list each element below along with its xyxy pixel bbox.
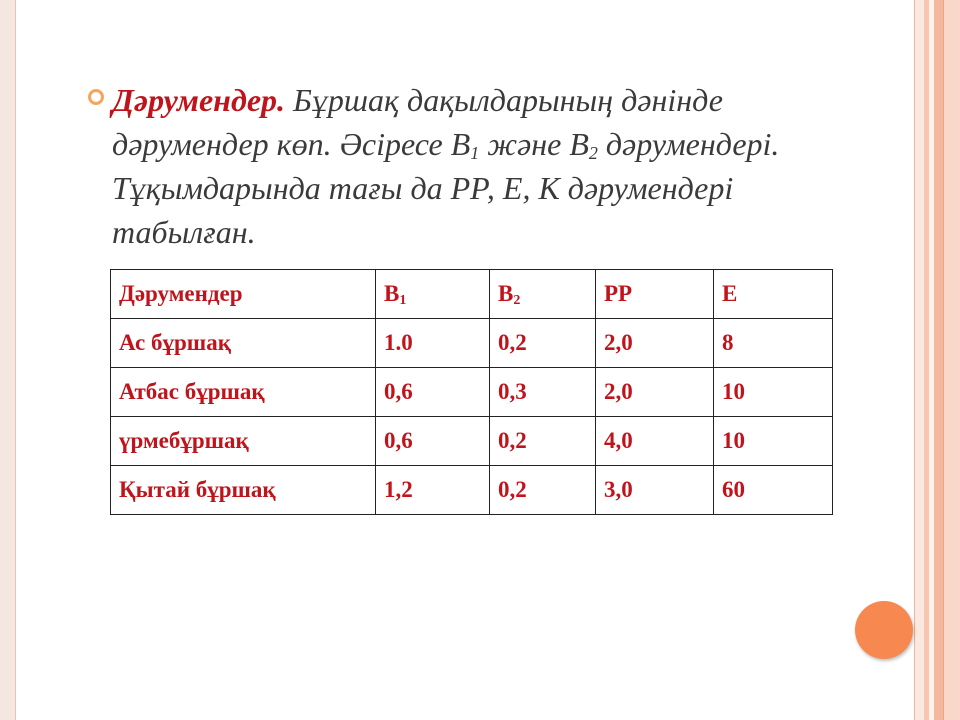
table-cell: 0,6 xyxy=(376,368,490,417)
paragraph-body-2: және В xyxy=(479,126,589,162)
paragraph-text xyxy=(112,78,848,254)
header-cell: $В_2$ xyxy=(490,270,596,319)
vitamin-table xyxy=(110,269,833,515)
table-cell: Атбас бұршақ xyxy=(111,368,376,417)
stripe xyxy=(934,0,943,720)
table-cell: үрмебұршақ xyxy=(111,417,376,466)
table-cell: 10 xyxy=(714,417,833,466)
table-cell: 8 xyxy=(714,319,833,368)
paragraph-body-3: дәрумендері. Тұқымдарында тағы да РР, Е, К дәрумендері табылған. xyxy=(112,126,780,250)
table-cell: 3,0 xyxy=(596,466,714,515)
bullet-ring-icon xyxy=(88,89,104,105)
stripe xyxy=(914,0,924,720)
table-cell: Ас бұршақ xyxy=(111,319,376,368)
table-cell: 2,0 xyxy=(596,368,714,417)
paragraph-lead: Дәрумендер. xyxy=(112,82,286,118)
subscript-2: 2 xyxy=(588,143,598,163)
table-cell: 4,0 xyxy=(596,417,714,466)
header-cell: Дәрумендер xyxy=(111,270,376,319)
table-cell: Қытай бұршақ xyxy=(111,466,376,515)
table-row xyxy=(111,368,833,417)
subscript-1: 1 xyxy=(470,143,480,163)
table-row xyxy=(111,466,833,515)
table-cell: 10 xyxy=(714,368,833,417)
paragraph-body-1: Бұршақ дақылдарының дәнінде дәрумендер көп. Әсіресе В xyxy=(112,82,723,162)
orange-circle-decoration xyxy=(855,601,913,659)
table-header-row xyxy=(111,270,833,319)
stripe xyxy=(943,0,960,720)
table-cell: 60 xyxy=(714,466,833,515)
table-row xyxy=(111,417,833,466)
table-cell: 1,2 xyxy=(376,466,490,515)
table-cell: 2,0 xyxy=(596,319,714,368)
left-frame-border xyxy=(0,0,16,720)
bullet-paragraph xyxy=(88,78,848,254)
header-cell: $В_1$ xyxy=(376,270,490,319)
table-cell: 0,3 xyxy=(490,368,596,417)
table-cell: 0,6 xyxy=(376,417,490,466)
table-cell: 0,2 xyxy=(490,466,596,515)
table-cell: 1.0 xyxy=(376,319,490,368)
table-cell: 0,2 xyxy=(490,319,596,368)
table-cell: 0,2 xyxy=(490,417,596,466)
header-cell: Е xyxy=(714,270,833,319)
header-cell: РР xyxy=(596,270,714,319)
right-decorative-stripes xyxy=(914,0,960,720)
table-row xyxy=(111,319,833,368)
